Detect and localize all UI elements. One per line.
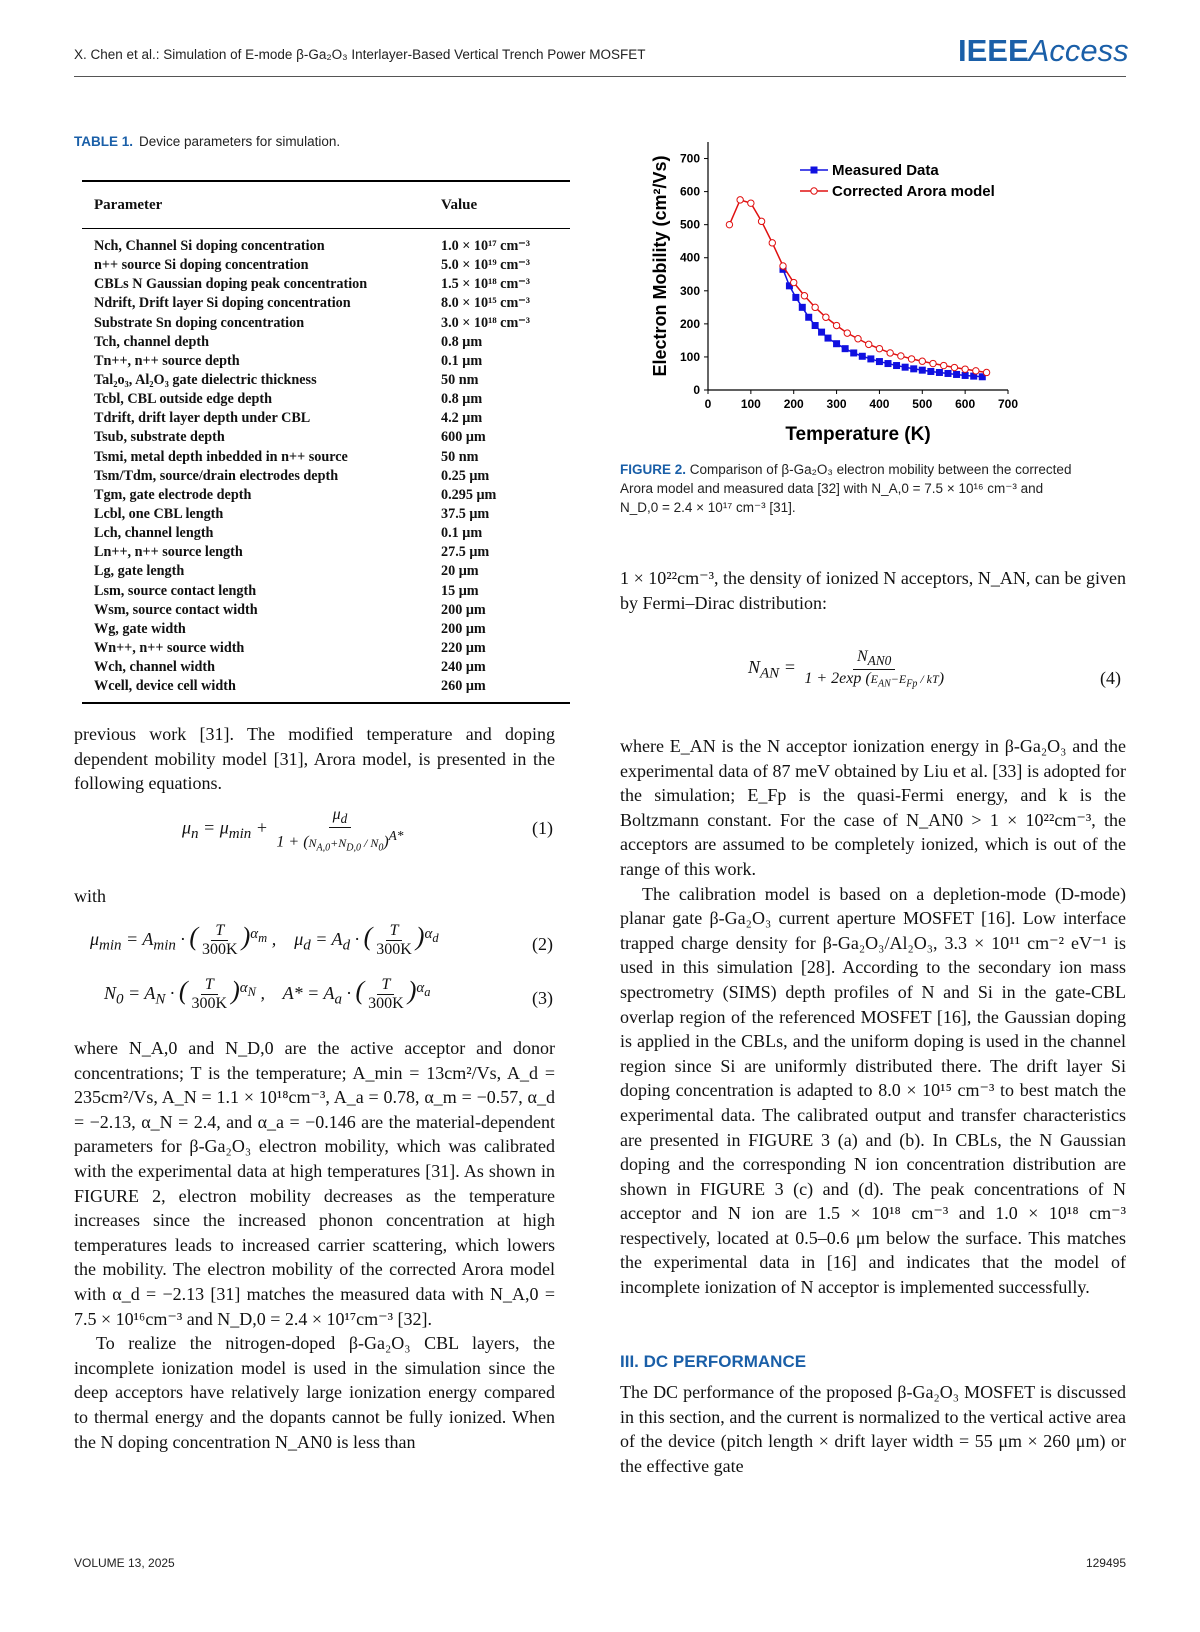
table-cell-parameter: n++ source Si doping concentration	[94, 257, 309, 274]
table-bottom-rule	[82, 702, 570, 704]
data-point-model	[983, 369, 989, 375]
x-tick-label: 300	[826, 397, 847, 411]
data-point-model	[866, 341, 872, 347]
data-point-model	[737, 197, 743, 203]
data-point-model	[887, 350, 893, 356]
x-axis-label: Temperature (K)	[785, 424, 931, 445]
equation-1: $\mu_n = \mu_{min}$ + $\frac{\mu_d}{1 + (N_{A,0}+N_{D,0} / N_0)^{A*}}$	[182, 806, 404, 853]
mobility-chart	[650, 130, 1080, 450]
left-paragraph-2	[74, 1036, 555, 1454]
table-row	[82, 371, 570, 390]
table-caption-text: Device parameters for simulation.	[139, 134, 341, 149]
table-cell-parameter: Lsm, source contact length	[94, 582, 257, 599]
table-cell-value: 220 μm	[441, 640, 486, 657]
figure-caption	[620, 460, 1080, 517]
data-point-model	[748, 200, 754, 206]
equation-3-number: (3)	[532, 988, 553, 1008]
table-cell-parameter: Wcell, device cell width	[94, 678, 236, 695]
table-cell-parameter: Lcbl, one CBL length	[94, 506, 224, 523]
table-cell-value: 0.25 μm	[441, 467, 490, 484]
table-cell-parameter: Nch, Channel Si doping concentration	[94, 238, 325, 255]
data-point-model	[973, 368, 979, 374]
equation-2-number: (2)	[532, 934, 553, 954]
right-p4-text: The DC performance of the proposed β-Ga₂O₃ MOSFET is discussed in this section, and the current is normalized to the vertical active area of the device (pitch length × drift layer width = 55 μm × 260 μm) or the effective gate	[620, 1382, 1126, 1476]
x-tick-label: 0	[704, 397, 712, 411]
ieee-access-logo	[958, 33, 1129, 69]
equation-4: $N_{AN}$ = $\frac{N_{AN0}}{1 + 2\exp (E_{AN}-E_{Fp} / kT)}$	[748, 648, 945, 690]
right-p3-text: The calibration model is based on a depletion-mode (D-mode) planar gate β-Ga₂O₃ current aperture MOSFET [16]. Low interface trapped charge density for β-Ga₂O₃/Al₂O₃, 3.3 × 10¹¹ cm⁻² eV⁻¹ is used in this simulation [28]. According to the secondary ion mass spectrometry (SIMS) depth profiles of N and Si in the gate-CBL overlap region of the referenced MOSFET [16], the Gaussian doping is applied in the CBLs, and the uniform doping is used in the channel region since Si are uniformly distributed there. The drift layer Si doping concentration is adapted to 8.0 × 10¹⁵ cm⁻³ to best match the experimental data. The calibrated output and transfer characteristics are presented in FIGURE 3 (a) and (b). In CBLs, the N Gaussian doping and the corresponding N ion concentration distribution are shown in FIGURE 3 (c) and (d). The peak concentrations of N acceptor and N ion are 1.5 × 10¹⁸ cm⁻³ and 1.0 × 10¹⁸ cm⁻³ respectively, located at 0.5–0.6 μm below the surface. This matches the experimental data in [16] and indicates that the model of incomplete ionization of N acceptor is implemented successfully.	[620, 883, 1126, 1298]
table-cell-value: 8.0 × 10¹⁵ cm⁻³	[441, 295, 531, 312]
data-point-model	[941, 362, 947, 368]
left-paragraph-1	[74, 722, 555, 796]
table-cell-value: 50 nm	[441, 448, 479, 465]
table-cell-value: 260 μm	[441, 678, 486, 695]
table-cell-parameter: Tn++, n++ source depth	[94, 352, 240, 369]
y-tick-label: 600	[679, 184, 700, 199]
data-point-measured	[885, 360, 892, 367]
logo-ieee: IEEE	[958, 33, 1029, 68]
equation-2: $\mu_{min} = A_{min}$ · ( $\frac{T}{300K}$ )$^{\alpha_m}$ , $\mu_d = A_d$ · ( $\frac{T}{300K}$ )$^{\alpha_d}$	[90, 922, 439, 959]
with-label	[74, 884, 174, 909]
table-cell-value: 0.295 μm	[441, 486, 497, 503]
data-point-measured	[927, 368, 934, 375]
y-tick-label: 200	[679, 316, 700, 331]
left-p3-text: To realize the nitrogen-doped β-Ga₂O₃ CBL layers, the incomplete ionization model is used in the simulation since the deep acceptors have relatively large ionization energy compared to thermal energy and the dopants cannot be fully ionized. When the N doping concentration N_AN0 is less than	[74, 1333, 555, 1452]
data-point-measured	[876, 358, 883, 365]
table-row	[82, 562, 570, 581]
legend-marker	[811, 188, 817, 194]
x-tick-label: 600	[955, 397, 976, 411]
footer-volume: VOLUME 13, 2025	[74, 1556, 175, 1570]
table-row	[82, 333, 570, 352]
table-row	[82, 620, 570, 639]
data-point-measured	[818, 329, 825, 336]
table-cell-value: 0.1 μm	[441, 352, 483, 369]
right-paragraph-2	[620, 734, 1126, 1300]
table-row	[82, 639, 570, 658]
table-cell-value: 15 μm	[441, 582, 479, 599]
data-point-model	[919, 358, 925, 364]
table-row	[82, 601, 570, 620]
table-cell-parameter: Tch, channel depth	[94, 333, 209, 350]
data-point-model	[780, 263, 786, 269]
legend-marker	[811, 167, 818, 174]
data-point-model	[791, 279, 797, 285]
figure-caption-text: Comparison of β-Ga₂O₃ electron mobility between the corrected Arora model and measured data [32] with N_A,0 = 7.5 × 10¹⁶ cm⁻³ and N_D,0 = 2.4 × 10¹⁷ cm⁻³ [31].	[620, 462, 1072, 515]
y-tick-label: 0	[693, 383, 700, 397]
table-row	[82, 237, 570, 256]
data-point-model	[962, 366, 968, 372]
data-point-measured	[833, 340, 840, 347]
data-point-model	[769, 240, 775, 246]
table-row	[82, 505, 570, 524]
table-cell-value: 1.5 × 10¹⁸ cm⁻³	[441, 276, 531, 293]
data-point-measured	[945, 370, 952, 377]
data-point-model	[951, 364, 957, 370]
right-p1-text: 1 × 10²²cm⁻³, the density of ionized N acceptors, N_AN, can be given by Fermi–Dirac distribution:	[620, 568, 1126, 613]
parameter-table	[82, 180, 570, 704]
series-line	[729, 200, 986, 373]
data-point-measured	[792, 294, 799, 301]
data-point-measured	[902, 364, 909, 371]
table-body	[82, 229, 570, 702]
data-point-measured	[962, 372, 969, 379]
table-cell-value: 3.0 × 10¹⁸ cm⁻³	[441, 314, 531, 331]
with-text: with	[74, 886, 107, 906]
data-point-model	[908, 356, 914, 362]
table-cell-value: 20 μm	[441, 563, 479, 580]
table-row	[82, 582, 570, 601]
table-caption-label: TABLE 1.	[74, 134, 134, 149]
data-point-measured	[893, 362, 900, 369]
data-point-measured	[842, 345, 849, 352]
table-row	[82, 256, 570, 275]
data-point-measured	[919, 367, 926, 374]
table-cell-parameter: Ndrift, Drift layer Si doping concentration	[94, 295, 351, 312]
data-point-measured	[936, 369, 943, 376]
table-cell-parameter: Tal₂o₃, Al₂O₃ gate dielectric thickness	[94, 372, 317, 389]
table-cell-value: 50 nm	[441, 372, 479, 389]
table-row	[82, 543, 570, 562]
legend-label: Corrected Arora model	[832, 183, 995, 200]
table-cell-value: 37.5 μm	[441, 506, 490, 523]
table-cell-parameter: Tsmi, metal depth inbedded in n++ source	[94, 448, 348, 465]
table-cell-parameter: Tdrift, drift layer depth under CBL	[94, 410, 311, 427]
data-point-measured	[859, 353, 866, 360]
table-row	[82, 275, 570, 294]
left-p1-text: previous work [31]. The modified temperature and doping dependent mobility model [31], Arora model, is presented in the following equations.	[74, 724, 555, 794]
table-cell-value: 0.1 μm	[441, 525, 483, 542]
table-row	[82, 428, 570, 447]
x-tick-label: 200	[783, 397, 804, 411]
table-cell-value: 200 μm	[441, 620, 486, 637]
data-point-model	[758, 218, 764, 224]
table-caption	[74, 134, 340, 149]
equation-1-number: (1)	[532, 818, 553, 838]
table-header-row	[82, 182, 570, 228]
legend-label: Measured Data	[832, 162, 939, 179]
data-point-measured	[812, 322, 819, 329]
data-point-measured	[867, 355, 874, 362]
table-cell-parameter: CBLs N Gaussian doping peak concentration	[94, 276, 368, 293]
table-cell-value: 0.8 μm	[441, 333, 483, 350]
y-tick-label: 400	[679, 250, 700, 265]
table-cell-value: 4.2 μm	[441, 410, 483, 427]
logo-access: Access	[1028, 33, 1129, 68]
table-cell-value: 200 μm	[441, 601, 486, 618]
table-row	[82, 677, 570, 696]
header-rule	[74, 76, 1126, 77]
table-header-parameter: Parameter	[94, 196, 163, 213]
y-axis-label: Electron Mobility (cm²/Vs)	[650, 155, 670, 377]
table-cell-value: 0.8 μm	[441, 391, 483, 408]
table-row	[82, 390, 570, 409]
table-row	[82, 294, 570, 313]
left-p2-text: where N_A,0 and N_D,0 are the active acceptor and donor concentrations; T is the temperature; A_min = 13cm²/Vs, A_d = 235cm²/Vs, A_N = 1.1 × 10¹⁸cm⁻³, A_a = 0.78, α_m = −0.57, α_d = −2.13, α_N = 2.4, and α_a = −0.146 are the material-dependent parameters for β-Ga₂O₃ electron mobility, which was calibrated with the experimental data at high temperatures [31]. As shown in FIGURE 2, electron mobility decreases as the temperature increases since the increased phonon concentration at high temperatures leads to increased carrier scattering, which lowers the mobility. The electron mobility of the corrected Arora model with α_d = −2.13 [31] matches the measured data with N_A,0 = 7.5 × 10¹⁶cm⁻³ and N_D,0 = 2.4 × 10¹⁷cm⁻³ [32].	[74, 1038, 555, 1329]
data-point-model	[833, 322, 839, 328]
table-row	[82, 524, 570, 543]
table-cell-parameter: Tsm/Tdm, source/drain electrodes depth	[94, 467, 339, 484]
right-paragraph-4	[620, 1380, 1126, 1478]
table-cell-parameter: Wch, channel width	[94, 659, 216, 676]
table-cell-parameter: Tsub, substrate depth	[94, 429, 225, 446]
data-point-model	[844, 330, 850, 336]
data-point-model	[812, 304, 818, 310]
chart-legend	[800, 162, 995, 200]
table-row	[82, 409, 570, 428]
table-cell-value: 240 μm	[441, 659, 486, 676]
table-cell-parameter: Wsm, source contact width	[94, 601, 258, 618]
x-tick-label: 700	[997, 397, 1019, 411]
equation-3: $N_0 = A_N$ · ( $\frac{T}{300K}$ )$^{\alpha_N}$ , $A* = A_a$ · ( $\frac{T}{300K}$ )$^{\alpha_a}$	[104, 976, 431, 1013]
running-head: X. Chen et al.: Simulation of E-mode β-Ga₂O₃ Interlayer-Based Vertical Trench Power MOSFET	[74, 47, 646, 62]
table-cell-parameter: Wn++, n++ source width	[94, 640, 245, 657]
table-cell-parameter: Tcbl, CBL outside edge depth	[94, 391, 273, 408]
y-tick-label: 100	[679, 349, 700, 364]
y-tick-label: 700	[679, 151, 700, 166]
data-point-model	[823, 314, 829, 320]
data-point-model	[726, 221, 732, 227]
table-row	[82, 467, 570, 486]
right-paragraph-1	[620, 566, 1126, 615]
x-tick-label: 400	[869, 397, 890, 411]
y-tick-label: 300	[679, 283, 700, 298]
table-cell-value: 27.5 μm	[441, 544, 490, 561]
table-cell-value: 1.0 × 10¹⁷ cm⁻³	[441, 238, 531, 255]
table-cell-parameter: Lg, gate length	[94, 563, 185, 580]
table-cell-parameter: Substrate Sn doping concentration	[94, 314, 305, 331]
data-point-measured	[799, 304, 806, 311]
data-point-model	[801, 293, 807, 299]
data-point-model	[930, 360, 936, 366]
table-cell-parameter: Lch, channel length	[94, 525, 214, 542]
table-cell-parameter: Ln++, n++ source length	[94, 544, 243, 561]
y-tick-label: 500	[679, 217, 700, 232]
table-header-value: Value	[441, 196, 478, 213]
table-cell-value: 5.0 × 10¹⁹ cm⁻³	[441, 257, 531, 274]
data-point-measured	[850, 349, 857, 356]
table-cell-parameter: Tgm, gate electrode depth	[94, 486, 252, 503]
x-tick-label: 500	[912, 397, 933, 411]
table-row	[82, 314, 570, 333]
footer-page-number: 129495	[1085, 1556, 1126, 1570]
data-point-model	[855, 336, 861, 342]
right-p2-text: where E_AN is the N acceptor ionization energy in β-Ga₂O₃ and the experimental data of 87 meV obtained by Liu et al. [33] is adopted for the simulation; E_Fp is the quasi-Fermi energy, and k is the Boltzmann constant. For the case of N_AN0 > 1 × 10²²cm⁻³, the acceptors are assumed to be completely ionized, which is out of the range of this work.	[620, 736, 1126, 879]
equation-4-number: (4)	[1100, 668, 1121, 688]
data-point-measured	[825, 335, 832, 342]
table-row	[82, 448, 570, 467]
x-tick-label: 100	[740, 397, 761, 411]
section-heading: III. DC PERFORMANCE	[620, 1352, 807, 1371]
table-row	[82, 486, 570, 505]
table-row	[82, 352, 570, 371]
data-point-measured	[910, 365, 917, 372]
data-point-measured	[805, 314, 812, 321]
chart-series	[726, 197, 990, 381]
data-point-model	[876, 345, 882, 351]
table-row	[82, 658, 570, 677]
table-cell-parameter: Wg, gate width	[94, 620, 186, 637]
table-cell-value: 600 μm	[441, 429, 486, 446]
figure-caption-label: FIGURE 2.	[620, 462, 687, 477]
data-point-measured	[953, 371, 960, 378]
data-point-model	[898, 353, 904, 359]
